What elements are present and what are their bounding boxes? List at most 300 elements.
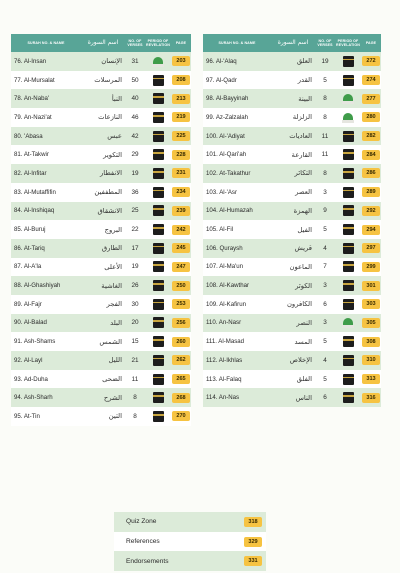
page-badge[interactable]: 208 bbox=[172, 75, 190, 85]
page-badge[interactable]: 305 bbox=[362, 318, 380, 328]
page-cell bbox=[361, 127, 381, 146]
page-badge[interactable]: 316 bbox=[362, 393, 380, 403]
verse-count: 8 bbox=[315, 89, 335, 108]
kaaba-icon bbox=[343, 56, 354, 67]
surah-name: 77. Al-Mursalat bbox=[11, 71, 81, 90]
page-badge[interactable]: 282 bbox=[362, 131, 380, 141]
surah-name: 101. Al-Qari'ah bbox=[203, 145, 271, 164]
page-cell bbox=[361, 351, 381, 370]
table-row[interactable] bbox=[11, 351, 191, 370]
surah-arabic-name: الشرح bbox=[81, 388, 125, 407]
verse-count: 4 bbox=[315, 351, 335, 370]
surah-name: 94. Ash-Sharh bbox=[11, 388, 81, 407]
page-cell bbox=[361, 89, 381, 108]
surah-arabic-name: الكافرون bbox=[271, 295, 315, 314]
surah-arabic-name: العصر bbox=[271, 183, 315, 202]
table-header bbox=[11, 34, 191, 52]
kaaba-icon bbox=[153, 168, 164, 179]
kaaba-icon bbox=[153, 187, 164, 198]
table-row[interactable] bbox=[203, 164, 381, 183]
surah-arabic-name: القدر bbox=[271, 71, 315, 90]
kaaba-icon bbox=[153, 149, 164, 160]
verse-count: 8 bbox=[315, 164, 335, 183]
page-cell bbox=[361, 276, 381, 295]
table-header bbox=[203, 34, 381, 52]
surah-arabic-name: النبأ bbox=[81, 89, 125, 108]
kaaba-icon bbox=[153, 243, 164, 254]
page-cell bbox=[361, 239, 381, 258]
verse-count: 46 bbox=[125, 108, 145, 127]
revelation-cell bbox=[145, 108, 171, 127]
table-row[interactable] bbox=[203, 276, 381, 295]
page-cell bbox=[171, 164, 191, 183]
surah-name: 109. Al-Kafirun bbox=[203, 295, 271, 314]
page-badge[interactable]: 268 bbox=[172, 393, 190, 403]
surah-arabic-name: العلق bbox=[271, 52, 315, 71]
header-name: SURAH NO. & NAME bbox=[11, 34, 81, 52]
verse-count: 5 bbox=[315, 370, 335, 389]
revelation-cell bbox=[335, 370, 361, 389]
page-badge[interactable]: 253 bbox=[172, 299, 190, 309]
surah-name: 108. Al-Kawthar bbox=[203, 276, 271, 295]
page-cell bbox=[171, 370, 191, 389]
kaaba-icon bbox=[153, 317, 164, 328]
revelation-cell bbox=[145, 220, 171, 239]
page-badge[interactable]: 280 bbox=[362, 112, 380, 122]
revelation-cell bbox=[335, 276, 361, 295]
page-badge[interactable]: 265 bbox=[172, 374, 190, 384]
header-verses: NO. OF VERSES bbox=[125, 34, 145, 52]
table-row[interactable] bbox=[203, 52, 381, 71]
verse-count: 40 bbox=[125, 89, 145, 108]
surah-name: 90. Al-Balad bbox=[11, 314, 81, 333]
kaaba-icon bbox=[343, 205, 354, 216]
revelation-cell bbox=[335, 89, 361, 108]
table-row[interactable] bbox=[203, 220, 381, 239]
revelation-cell bbox=[145, 202, 171, 221]
page-badge[interactable]: 284 bbox=[362, 150, 380, 160]
page-cell bbox=[361, 332, 381, 351]
revelation-cell bbox=[145, 71, 171, 90]
revelation-cell bbox=[335, 164, 361, 183]
table-row[interactable] bbox=[203, 351, 381, 370]
verse-count: 19 bbox=[125, 164, 145, 183]
page-cell bbox=[361, 295, 381, 314]
verse-count: 26 bbox=[125, 276, 145, 295]
surah-name: 82. Al-Infitar bbox=[11, 164, 81, 183]
page-cell bbox=[361, 220, 381, 239]
header-verses: NO. OF VERSES bbox=[315, 34, 335, 52]
table-row[interactable] bbox=[11, 145, 191, 164]
surah-name: 86. At-Tariq bbox=[11, 239, 81, 258]
page-badge[interactable]: 301 bbox=[362, 281, 380, 291]
revelation-cell bbox=[145, 314, 171, 333]
surah-arabic-name: الفلق bbox=[271, 370, 315, 389]
surah-name: 107. Al-Ma'un bbox=[203, 258, 271, 277]
table-row[interactable] bbox=[203, 388, 381, 407]
surah-name: 87. Al-A'la bbox=[11, 258, 81, 277]
table-row[interactable] bbox=[203, 145, 381, 164]
page-cell bbox=[171, 295, 191, 314]
kaaba-icon bbox=[343, 261, 354, 272]
revelation-cell bbox=[335, 258, 361, 277]
page-cell bbox=[361, 52, 381, 71]
surah-table-left bbox=[11, 34, 191, 426]
page-cell bbox=[361, 388, 381, 407]
verse-count: 5 bbox=[315, 332, 335, 351]
surah-arabic-name: المرسلات bbox=[81, 71, 125, 90]
table-row[interactable] bbox=[203, 183, 381, 202]
page-cell bbox=[361, 183, 381, 202]
page-cell bbox=[361, 314, 381, 333]
table-row[interactable] bbox=[11, 314, 191, 333]
page-cell bbox=[171, 127, 191, 146]
page-badge[interactable]: 297 bbox=[362, 243, 380, 253]
surah-name: 102. At-Takathur bbox=[203, 164, 271, 183]
verse-count: 8 bbox=[315, 108, 335, 127]
header-arabic: اسم السورة bbox=[81, 34, 125, 52]
surah-name: 98. Al-Bayyinah bbox=[203, 89, 271, 108]
table-row[interactable] bbox=[11, 108, 191, 127]
table-row[interactable] bbox=[203, 370, 381, 389]
revelation-cell bbox=[335, 388, 361, 407]
page-cell bbox=[361, 164, 381, 183]
extras-rows bbox=[114, 512, 266, 571]
surah-arabic-name: الهمزة bbox=[271, 202, 315, 221]
surah-arabic-name: الماعون bbox=[271, 258, 315, 277]
table-row[interactable] bbox=[11, 332, 191, 351]
table-row[interactable] bbox=[203, 202, 381, 221]
kaaba-icon bbox=[343, 280, 354, 291]
surah-name: 114. An-Nas bbox=[203, 388, 271, 407]
verse-count: 11 bbox=[125, 370, 145, 389]
page-badge[interactable]: 318 bbox=[244, 517, 262, 527]
verse-count: 11 bbox=[315, 145, 335, 164]
page-cell bbox=[171, 388, 191, 407]
page-badge[interactable]: 260 bbox=[172, 337, 190, 347]
table-row[interactable] bbox=[11, 89, 191, 108]
table-row[interactable] bbox=[203, 89, 381, 108]
surah-arabic-name: الانشقاق bbox=[81, 202, 125, 221]
verse-count: 4 bbox=[315, 239, 335, 258]
surah-name: 95. At-Tin bbox=[11, 407, 81, 426]
surah-arabic-name: المسد bbox=[271, 332, 315, 351]
page-badge[interactable]: 256 bbox=[172, 318, 190, 328]
verse-count: 9 bbox=[315, 202, 335, 221]
verse-count: 8 bbox=[125, 388, 145, 407]
header-page: PAGE bbox=[171, 34, 191, 52]
table-row[interactable] bbox=[11, 276, 191, 295]
verse-count: 6 bbox=[315, 388, 335, 407]
surah-rows-right bbox=[203, 52, 381, 407]
page-badge[interactable]: 213 bbox=[172, 94, 190, 104]
verse-count: 15 bbox=[125, 332, 145, 351]
page-cell bbox=[171, 202, 191, 221]
page-badge[interactable]: 289 bbox=[362, 187, 380, 197]
kaaba-icon bbox=[343, 149, 354, 160]
surah-arabic-name: الإنسان bbox=[81, 52, 125, 71]
page-badge[interactable]: 239 bbox=[172, 206, 190, 216]
revelation-cell bbox=[145, 52, 171, 71]
revelation-cell bbox=[335, 295, 361, 314]
page-cell bbox=[171, 89, 191, 108]
page-badge[interactable]: 299 bbox=[362, 262, 380, 272]
revelation-cell bbox=[335, 52, 361, 71]
verse-count: 36 bbox=[125, 183, 145, 202]
table-row[interactable] bbox=[11, 127, 191, 146]
verse-count: 8 bbox=[125, 407, 145, 426]
table-row[interactable] bbox=[11, 407, 191, 426]
surah-name: 111. Al-Masad bbox=[203, 332, 271, 351]
page-cell bbox=[232, 551, 266, 571]
surah-name: 93. Ad-Duha bbox=[11, 370, 81, 389]
kaaba-icon bbox=[153, 205, 164, 216]
verse-count: 20 bbox=[125, 314, 145, 333]
surah-arabic-name: العاديات bbox=[271, 127, 315, 146]
page-badge[interactable]: 329 bbox=[244, 537, 262, 547]
revelation-cell bbox=[145, 89, 171, 108]
page-badge[interactable]: 262 bbox=[172, 355, 190, 365]
page-cell bbox=[361, 370, 381, 389]
verse-count: 29 bbox=[125, 145, 145, 164]
page-badge[interactable]: 294 bbox=[362, 225, 380, 235]
surah-arabic-name: البلد bbox=[81, 314, 125, 333]
page-badge[interactable]: 247 bbox=[172, 262, 190, 272]
revelation-cell bbox=[145, 332, 171, 351]
verse-count: 19 bbox=[125, 258, 145, 277]
verse-count: 5 bbox=[315, 71, 335, 90]
page-cell bbox=[171, 108, 191, 127]
surah-name: 96. Al-'Alaq bbox=[203, 52, 271, 71]
verse-count: 30 bbox=[125, 295, 145, 314]
dome-icon bbox=[342, 93, 354, 104]
surah-table-right bbox=[203, 34, 381, 407]
page-cell bbox=[171, 183, 191, 202]
verse-count: 42 bbox=[125, 127, 145, 146]
page-cell bbox=[171, 220, 191, 239]
surah-arabic-name: الزلزلة bbox=[271, 108, 315, 127]
kaaba-icon bbox=[343, 243, 354, 254]
table-row[interactable] bbox=[11, 183, 191, 202]
header-page: PAGE bbox=[361, 34, 381, 52]
page-cell bbox=[171, 407, 191, 426]
surah-arabic-name: الشمس bbox=[81, 332, 125, 351]
surah-name: 104. Al-Humazah bbox=[203, 202, 271, 221]
surah-name: 97. Al-Qadr bbox=[203, 71, 271, 90]
table-row[interactable] bbox=[11, 239, 191, 258]
revelation-cell bbox=[145, 295, 171, 314]
surah-arabic-name: النصر bbox=[271, 314, 315, 333]
table-row[interactable] bbox=[203, 239, 381, 258]
page-badge[interactable]: 242 bbox=[172, 225, 190, 235]
page-cell bbox=[361, 258, 381, 277]
page-badge[interactable]: 219 bbox=[172, 112, 190, 122]
page-badge[interactable]: 203 bbox=[172, 56, 190, 66]
surah-arabic-name: النازعات bbox=[81, 108, 125, 127]
revelation-cell bbox=[335, 71, 361, 90]
verse-count: 25 bbox=[125, 202, 145, 221]
kaaba-icon bbox=[153, 392, 164, 403]
surah-rows-left bbox=[11, 52, 191, 426]
revelation-cell bbox=[145, 276, 171, 295]
page-cell bbox=[171, 351, 191, 370]
page-badge[interactable]: 303 bbox=[362, 299, 380, 309]
surah-arabic-name: الليل bbox=[81, 351, 125, 370]
surah-arabic-name: الإخلاص bbox=[271, 351, 315, 370]
page-cell bbox=[171, 71, 191, 90]
surah-name: 91. Ash-Shams bbox=[11, 332, 81, 351]
surah-arabic-name: البينة bbox=[271, 89, 315, 108]
surah-name: 76. Al-Insan bbox=[11, 52, 81, 71]
surah-arabic-name: البروج bbox=[81, 220, 125, 239]
page-badge[interactable]: 313 bbox=[362, 374, 380, 384]
verse-count: 3 bbox=[315, 314, 335, 333]
page-badge[interactable]: 250 bbox=[172, 281, 190, 291]
page-badge[interactable]: 272 bbox=[362, 56, 380, 66]
verse-count: 6 bbox=[315, 295, 335, 314]
header-revelation: PERIOD OF REVELATION bbox=[335, 34, 361, 52]
verse-count: 3 bbox=[315, 276, 335, 295]
page-badge[interactable]: 308 bbox=[362, 337, 380, 347]
page-badge[interactable]: 225 bbox=[172, 131, 190, 141]
kaaba-icon bbox=[343, 355, 354, 366]
page-cell bbox=[361, 202, 381, 221]
kaaba-icon bbox=[153, 299, 164, 310]
verse-count: 5 bbox=[315, 220, 335, 239]
table-row[interactable] bbox=[11, 258, 191, 277]
page-cell bbox=[171, 276, 191, 295]
page-badge[interactable]: 234 bbox=[172, 187, 190, 197]
revelation-cell bbox=[335, 351, 361, 370]
page-badge[interactable]: 228 bbox=[172, 150, 190, 160]
surah-arabic-name: التكاثر bbox=[271, 164, 315, 183]
surah-arabic-name: القارعة bbox=[271, 145, 315, 164]
extras-row[interactable] bbox=[114, 551, 266, 571]
table-row[interactable] bbox=[203, 314, 381, 333]
surah-name: 80. 'Abasa bbox=[11, 127, 81, 146]
verse-count: 7 bbox=[315, 258, 335, 277]
surah-name: 78. An-Naba' bbox=[11, 89, 81, 108]
kaaba-icon bbox=[343, 336, 354, 347]
surah-arabic-name: الكوثر bbox=[271, 276, 315, 295]
kaaba-icon bbox=[153, 112, 164, 123]
page-badge[interactable]: 292 bbox=[362, 206, 380, 216]
header-name: SURAH NO. & NAME bbox=[203, 34, 271, 52]
kaaba-icon bbox=[153, 374, 164, 385]
extras-row[interactable] bbox=[114, 532, 266, 552]
surah-arabic-name: الضحى bbox=[81, 370, 125, 389]
surah-name: 79. An-Nazi'at bbox=[11, 108, 81, 127]
table-row[interactable] bbox=[203, 71, 381, 90]
surah-arabic-name: المطففين bbox=[81, 183, 125, 202]
table-row[interactable] bbox=[11, 388, 191, 407]
page-badge[interactable]: 245 bbox=[172, 243, 190, 253]
kaaba-icon bbox=[153, 93, 164, 104]
surah-name: 85. Al-Buruj bbox=[11, 220, 81, 239]
table-row[interactable] bbox=[11, 220, 191, 239]
page-cell bbox=[232, 512, 266, 532]
surah-name: 100. Al-'Adiyat bbox=[203, 127, 271, 146]
verse-count: 19 bbox=[315, 52, 335, 71]
table-row[interactable] bbox=[11, 202, 191, 221]
table-row[interactable] bbox=[11, 370, 191, 389]
header-arabic: اسم السورة bbox=[271, 34, 315, 52]
page-badge[interactable]: 231 bbox=[172, 168, 190, 178]
kaaba-icon bbox=[153, 280, 164, 291]
table-row[interactable] bbox=[203, 108, 381, 127]
surah-arabic-name: الانفطار bbox=[81, 164, 125, 183]
revelation-cell bbox=[145, 370, 171, 389]
surah-arabic-name: الغاشية bbox=[81, 276, 125, 295]
revelation-cell bbox=[335, 202, 361, 221]
revelation-cell bbox=[335, 239, 361, 258]
table-row[interactable] bbox=[11, 52, 191, 71]
kaaba-icon bbox=[343, 374, 354, 385]
revelation-cell bbox=[145, 127, 171, 146]
surah-arabic-name: الأعلى bbox=[81, 258, 125, 277]
page-cell bbox=[171, 258, 191, 277]
surah-name: 99. Az-Zalzalah bbox=[203, 108, 271, 127]
revelation-cell bbox=[145, 351, 171, 370]
revelation-cell bbox=[145, 407, 171, 426]
table-row[interactable] bbox=[203, 258, 381, 277]
page-badge[interactable]: 277 bbox=[362, 94, 380, 104]
verse-count: 3 bbox=[315, 183, 335, 202]
table-row[interactable] bbox=[203, 295, 381, 314]
extras-label: References bbox=[114, 532, 232, 552]
table-row[interactable] bbox=[11, 295, 191, 314]
table-row[interactable] bbox=[11, 71, 191, 90]
kaaba-icon bbox=[153, 355, 164, 366]
revelation-cell bbox=[145, 388, 171, 407]
page-badge[interactable]: 331 bbox=[244, 556, 262, 566]
page-cell bbox=[171, 332, 191, 351]
verse-count: 11 bbox=[315, 127, 335, 146]
surah-arabic-name: عبس bbox=[81, 127, 125, 146]
page-badge[interactable]: 270 bbox=[172, 411, 190, 421]
table-row[interactable] bbox=[11, 164, 191, 183]
table-row[interactable] bbox=[203, 127, 381, 146]
revelation-cell bbox=[145, 183, 171, 202]
surah-name: 83. Al-Mutaffifin bbox=[11, 183, 81, 202]
extras-label: Quiz Zone bbox=[114, 512, 232, 532]
surah-name: 106. Quraysh bbox=[203, 239, 271, 258]
table-row[interactable] bbox=[203, 332, 381, 351]
surah-name: 89. Al-Fajr bbox=[11, 295, 81, 314]
verse-count: 17 bbox=[125, 239, 145, 258]
page-cell bbox=[232, 532, 266, 552]
kaaba-icon bbox=[343, 168, 354, 179]
surah-name: 113. Al-Falaq bbox=[203, 370, 271, 389]
extras-row[interactable] bbox=[114, 512, 266, 532]
extras-table bbox=[114, 512, 266, 571]
surah-arabic-name: الفجر bbox=[81, 295, 125, 314]
surah-name: 112. Al-Ikhlas bbox=[203, 351, 271, 370]
surah-name: 105. Al-Fil bbox=[203, 220, 271, 239]
page-cell bbox=[171, 239, 191, 258]
kaaba-icon bbox=[153, 224, 164, 235]
verse-count: 22 bbox=[125, 220, 145, 239]
page-cell bbox=[361, 71, 381, 90]
revelation-cell bbox=[145, 258, 171, 277]
revelation-cell bbox=[145, 164, 171, 183]
page-badge[interactable]: 310 bbox=[362, 355, 380, 365]
page-badge[interactable]: 286 bbox=[362, 168, 380, 178]
page-badge[interactable]: 274 bbox=[362, 75, 380, 85]
surah-arabic-name: الفيل bbox=[271, 220, 315, 239]
kaaba-icon bbox=[343, 75, 354, 86]
page-cell bbox=[361, 108, 381, 127]
